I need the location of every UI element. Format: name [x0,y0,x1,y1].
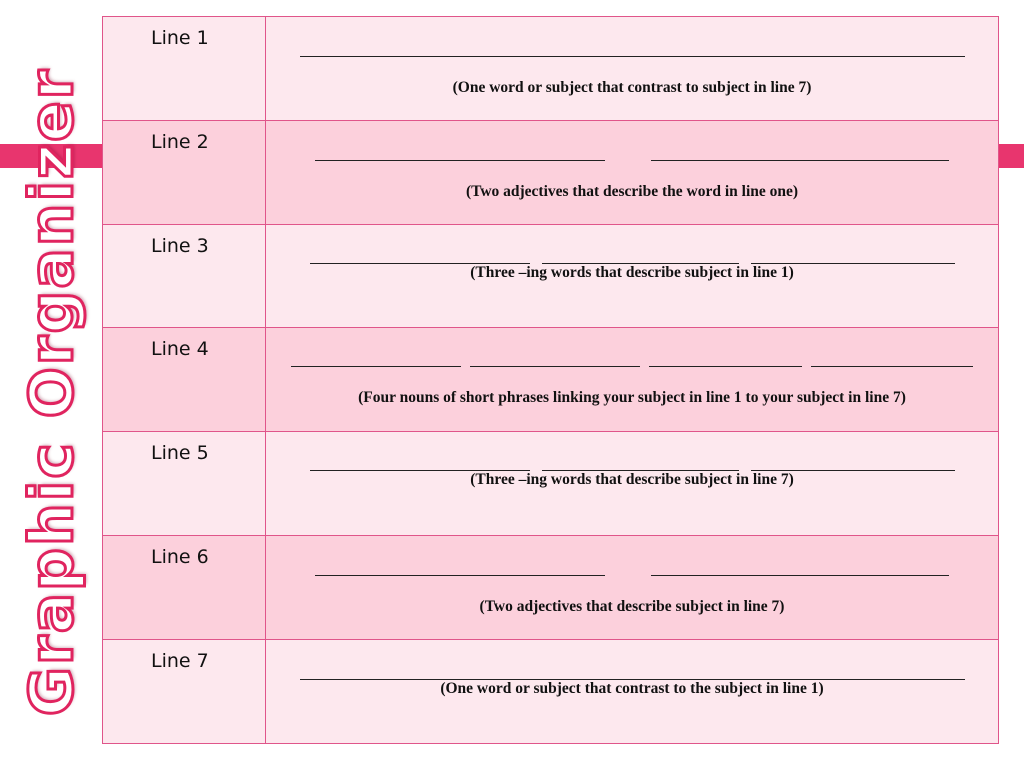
label-cell [103,120,266,224]
table-row [103,432,999,536]
content-cell [266,120,999,224]
instruction-text: (Three –ing words that describe subject in line 1) [470,263,794,281]
answer-blank[interactable] [649,352,802,367]
answer-blank[interactable] [315,561,605,576]
accent-bar-right [998,144,1024,168]
answer-blank[interactable] [291,352,461,367]
table-row [103,535,999,639]
line-label: Line 2 [151,130,209,153]
blank-group [266,352,998,367]
blank-group [266,665,998,680]
table-row [103,224,999,328]
label-cell [103,328,266,432]
content-cell [266,224,999,328]
instruction-text: (Four nouns of short phrases linking your subject in line 1 to your subject in line 7) [358,389,906,407]
line-label: Line 6 [151,545,209,568]
line-label: Line 4 [151,338,209,361]
instruction-text: (One word or subject that contrast to subject in line 7) [452,79,812,96]
content-cell [266,535,999,639]
content-cell [266,328,999,432]
answer-blank[interactable] [300,42,965,57]
answer-blank[interactable] [751,249,955,264]
answer-blank[interactable] [542,456,739,471]
instruction-text: (One word or subject that contrast to the subject in line 1) [440,679,824,697]
side-title: Graphic Organizer [17,67,87,717]
line-label: Line 1 [151,27,209,49]
instruction-text: (Three –ing words that describe subject in line 7) [470,471,794,489]
blank-group [266,42,998,57]
answer-blank[interactable] [315,146,605,161]
blank-group [266,146,998,161]
label-cell [103,432,266,536]
answer-blank[interactable] [542,249,739,264]
answer-blank[interactable] [651,561,949,576]
organizer-table [102,16,999,744]
answer-blank[interactable] [751,456,955,471]
content-cell [266,17,999,121]
label-cell [103,535,266,639]
answer-blank[interactable] [310,456,530,471]
label-cell [103,17,266,121]
answer-blank[interactable] [470,352,640,367]
answer-blank[interactable] [651,146,949,161]
line-label: Line 3 [151,234,209,257]
label-cell [103,224,266,328]
table-row [103,639,999,743]
label-cell [103,639,266,743]
table-row [103,120,999,224]
blank-group [266,456,998,471]
blank-group [266,249,998,264]
answer-blank[interactable] [300,665,965,680]
table-row [103,328,999,432]
answer-blank[interactable] [811,352,973,367]
content-cell [266,432,999,536]
line-label: Line 7 [151,649,209,672]
line-label: Line 5 [151,442,209,465]
table-row [103,17,999,121]
answer-blank[interactable] [310,249,530,264]
content-cell [266,639,999,743]
blank-group [266,561,998,576]
instruction-text: (Two adjectives that describe subject in line 7) [479,597,785,615]
instruction-text: (Two adjectives that describe the word in line one) [465,182,799,200]
